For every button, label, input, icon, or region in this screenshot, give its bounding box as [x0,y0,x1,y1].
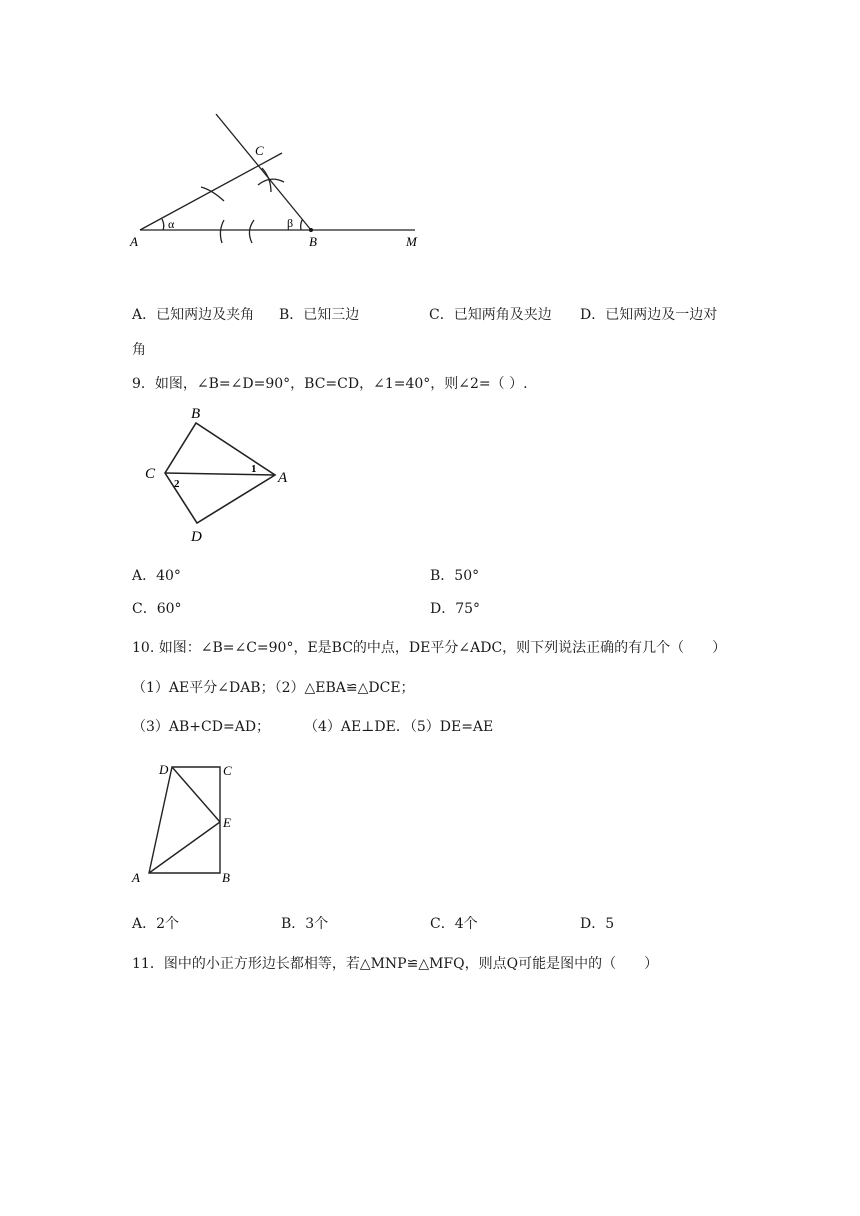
q8-label-alpha: α [168,217,175,231]
q10-statement-line1: （1）AE平分∠DAB；（2）△EBA≌△DCE； [132,680,415,696]
q8-label-a: A [130,234,138,249]
q8-option-a: A．已知两边及夹角 [132,307,255,323]
q9-diagonal-ca [165,473,275,475]
q8-angle-alpha-arc [162,219,164,230]
q10-option-b: B．3个 [281,916,329,932]
q8-option-d: D．已知两边及一边对 [580,307,718,323]
q8-line-bc [216,114,311,230]
q10-quadrilateral [149,767,220,873]
q10-option-d: D．5 [580,916,615,932]
q10-figure [125,755,255,890]
q10-label-d: D [159,762,169,777]
q9-option-d: D．75° [430,601,481,617]
q10-segment-ae [149,822,220,873]
q9-label-c: C [145,466,156,482]
q8-option-d-wrap: 角 [132,342,146,358]
q8-point-b [309,228,313,232]
q10-statement-line2b: （4）AE⊥DE．（5）DE=AE [304,719,494,735]
q8-figure [0,0,860,260]
q9-label-d: D [191,529,202,545]
q8-option-b: B．已知三边 [279,307,360,323]
q10-label-c: C [223,763,232,778]
q8-angle-beta-arc [301,220,302,230]
q8-arc-mark [201,187,224,201]
q9-option-a: A．40° [132,568,181,584]
q9-label-1: 1 [251,463,257,475]
q8-label-b: B [309,234,317,249]
q8-label-beta: β [287,216,294,230]
q9-label-2: 2 [174,478,180,490]
q10-stem: 10. 如图：∠B=∠C=90°，E是BC的中点，DE平分∠ADC，则下列说法正确的有几个（ ） [132,640,727,656]
q9-option-b: B．50° [430,568,480,584]
q8-arc-mark [249,220,254,243]
q9-figure [130,398,300,548]
q9-stem: 9．如图，∠B=∠D=90°，BC=CD，∠1=40°，则∠2=（ ）. [132,376,528,392]
q10-segment-de [172,767,220,822]
q9-option-c: C．60° [132,601,182,617]
q10-statement-line2a: （3）AB+CD=AD； [132,719,271,735]
q10-label-e: E [223,815,231,830]
q9-label-b: B [191,406,201,422]
q8-option-c: C．已知两角及夹边 [429,307,552,323]
q8-label-c: C [255,143,264,158]
q10-label-b: B [222,870,230,885]
q10-label-a: A [132,870,140,885]
q8-label-m: M [406,234,417,249]
q10-option-a: A．2个 [132,916,180,932]
q11-stem: 11．图中的小正方形边长都相等，若△MNP≌△MFQ，则点Q可能是图中的（ ） [132,956,659,972]
q9-label-a: A [278,470,288,486]
q8-arc-mark [220,220,224,243]
q10-option-c: C．4个 [430,916,478,932]
